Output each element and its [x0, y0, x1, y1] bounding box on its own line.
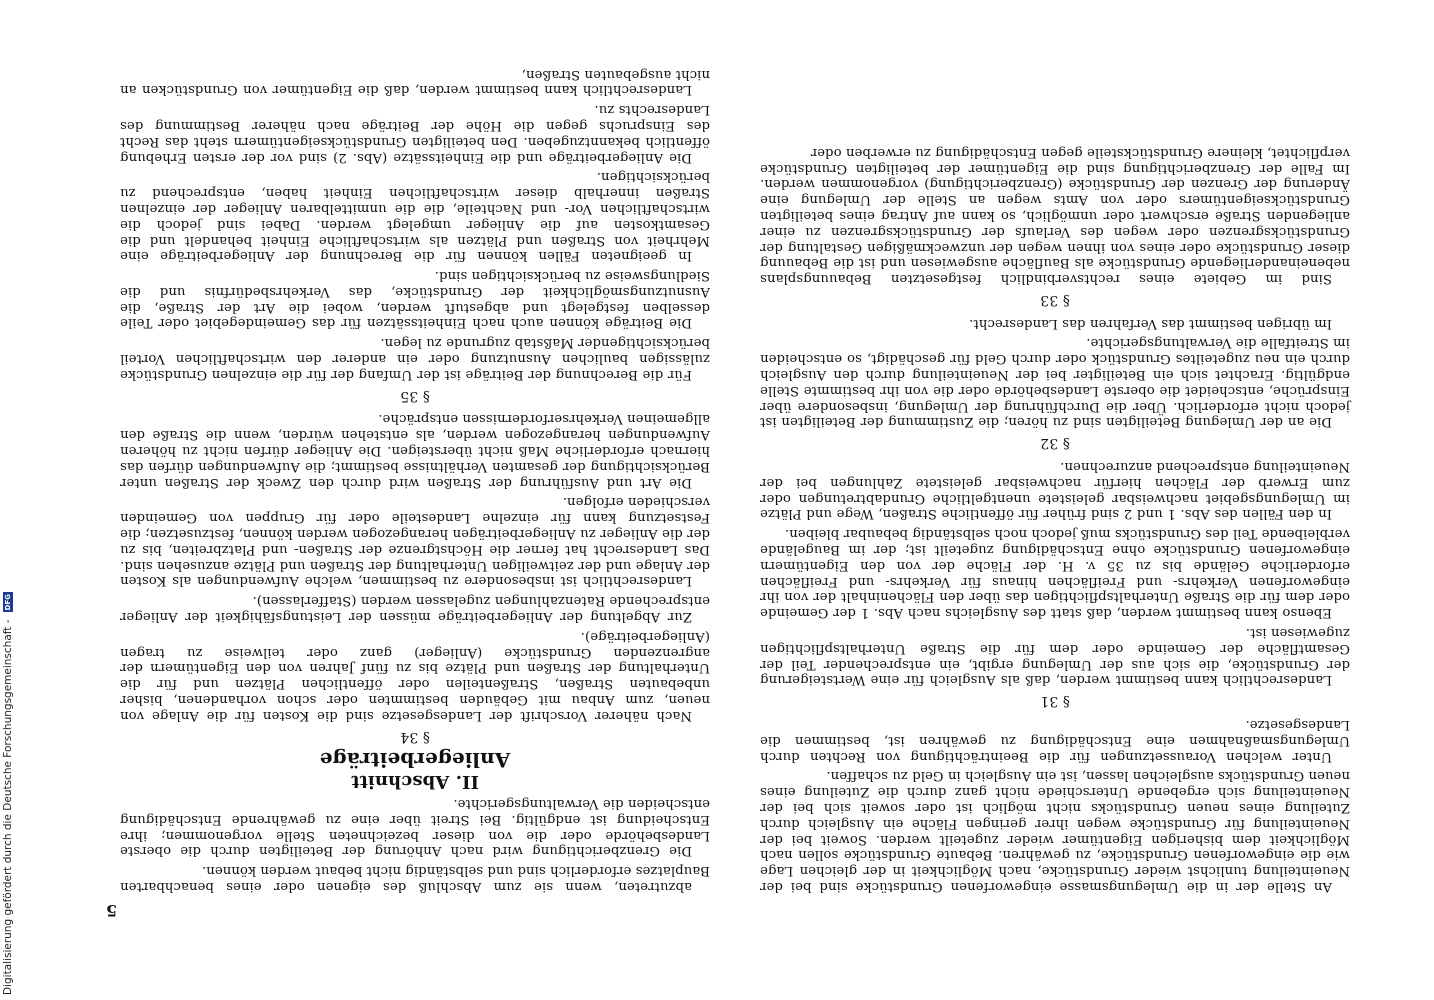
paragraph: Die Anliegerbeiträge und die Einheitssätze (Abs. 2) sind vor der ersten Erhebung öffentlich bekanntzugeben. Den beteiligten Grundstückseigentümern steht das Recht des Einspruchs gegen die Höhe der Beiträge nach näherer Bestimmung des Landesrechts zu.	[120, 102, 710, 165]
section-heading: § 31	[1040, 693, 1070, 710]
paragraph: Die Beiträge können auch nach Einheitssätzen für das Gemeindegebiet oder Teile desselben festgelegt und abgestuft werden, wobei die Art der Straße, die Ausnutzungsmöglichkeit der Grundstücke, das Verkehrsbedürfnis und die Siedlungsweise zu berücksichtigen sind.	[120, 268, 710, 331]
paragraph: Nach näherer Vorschrift der Landesgesetze sind die Kosten für die Anlage von neuen, zum Anbau mit Gebäuden bestimmten oder schon vorhandenen, bisher unbebauten Straßen, Straßenteilen oder öffentlichen Plätzen und für die Unterhaltung der Straßen und Plätze bis zu fünf Jahren von den Eigentümern der angrenzenden Grundstücke (Anlieger) ganz oder teilweise zu tragen (Anliegerbeiträge).	[120, 628, 710, 723]
paragraph: Für die Berechnung der Beiträge ist der Umfang der für die einzelnen Grundstücke zulässigen baulichen Ausnutzung oder ein anderer den wirtschaftlichen Vorteil berücksichtigender Maßstab zugrunde zu legen.	[120, 335, 710, 382]
section-heading: § 34	[400, 728, 430, 745]
paragraph: Die an der Umlegung Beteiligten sind zu hören; die Zustimmung der Beteiligten ist jedoch nicht erforderlich. Über die Durchführung der Umlegung, insbesondere über Einsprüche, entscheidet die oberste Landesbehörde oder die von ihr bestimmte Stelle endgültig. Erachtet sich ein Beteiligter bei der Neueinteilung durch den Ausgleich durch ein neu zugeteiltes Grundstück oder durch Geld für geschädigt, so entscheiden im Streitfalle die Verwaltungsgerichte.	[760, 335, 1350, 430]
paragraph: In geeigneten Fällen können für die Berechnung der Anliegerbeiträge eine Mehrheit von Straßen und Plätzen als wirtschaftliche Einheit behandelt und die Gesamtkosten auf die Anlieger umgelegt werden. Dabei sind jedoch die wirtschaftlichen Vor- und Nachteile, die die unmittelbaren Anlieger der einzelnen Straßen innerhalb dieser wirtschaftlichen Einheit haben, entsprechend zu berücksichtigen.	[120, 169, 710, 264]
paragraph: Sind im Gebiete eines rechtsverbindlich festgesetzten Bebauungsplans nebeneinanderliegende Grundstücke als Baufläche ausgewiesen und ist die Bebauung dieser Grundstücke oder eines von ihnen wegen der unzweckmäßigen Gestaltung der Grundstücksgrenzen oder wegen des Verlaufs der Grundstücksgrenzen zu einer anliegenden Straße erschwert oder unmöglich, so kann auf Antrag eines beteiligten Grundstückseigentümers oder von Amts wegen an Stelle der Umlegung eine Änderung der Grenzen der Grundstücke (Grenzberichtigung) vorgenommen werden. Im Falle der Grenzberichtigung sind die Eigentümer der beteiligten Grundstücke verpflichtet, kleinere Grundstücksteile gegen Entschädigung zu erwerben oder	[760, 144, 1350, 287]
paragraph: In den Fällen des Abs. 1 und 2 sind früher für öffentliche Straßen, Wege und Plätze im Umlegungsgebiet nachweisbar geleistete unentgeltliche Grundabtretungen oder zum Erwerb der Flächen hierfür nachweisbar geleistete Zahlungen bei der Neueinteilung entsprechend anzurechnen.	[760, 459, 1350, 522]
section-heading: § 35	[400, 387, 430, 404]
chapter-title: Anliegerbeiträge	[319, 748, 511, 773]
paragraph: Landesrechtlich kann bestimmt werden, daß als Ausgleich für eine Wertsteigerung der Grundstücke, die sich aus der Umlegung ergibt, ein entsprechender Teil der Gesamtfläche der Gemeinde oder dem für die Straße Unterhaltspflichtigen zugewiesen ist.	[760, 625, 1350, 688]
paragraph: Die Grenzberichtigung wird nach Anhörung der Beteiligten durch die oberste Landesbehörde oder die von dieser bezeichneten Stelle vorgenommen; ihre Entscheidung ist endgültig. Bei Streit über eine zu gewährende Entschädigung entscheiden die Verwaltungsgerichte.	[120, 796, 710, 859]
paragraph: An Stelle der in die Umlegungsmasse eingeworfenen Grundstücke sind bei der Neueinteilung tunlichst wieder Grundstücke, nach Möglichkeit in der gleichen Lage wie die eingeworfenen Grundstücke, zu gewähren. Bebaute Grundstücke sollen nach Möglichkeit dem bisherigen Eigentümer wieder zugeteilt werden. Soweit bei der Neueinteilung für Grundstücke wegen ihrer geringen Fläche ein Ausgleich durch Zuteilung eines neuen Grundstücks nicht möglich ist oder soweit sich bei der Neueinteilung sich ergebende Unterschiede nicht ganz durch die Zuteilung eines neuen Grundstücks ausgleichen lassen, ist ein Ausgleich in Geld zu schaffen.	[760, 768, 1350, 894]
page-number: 5	[106, 901, 118, 920]
right-column	[120, 66, 710, 894]
paragraph: Im übrigen bestimmt das Verfahren das Landesrecht.	[969, 315, 1332, 331]
paragraph: Landesrechtlich kann bestimmt werden, daß die Eigentümer von Grundstücken an nicht ausgebauten Straßen,	[120, 66, 710, 98]
paragraph: Die Art und Ausführung der Straßen wird durch den Zweck der Straßen unter Berücksichtigung der gesamten Verhältnisse bestimmt; die Aufwendungen dürfen das hiernach erforderliche Maß nicht übersteigen. Die Anlieger dürfen nicht zu höheren Aufwendungen herangezogen werden, als entstehen würden, wenn die Straße den allgemeinen Verkehrserfordernissen entspräche.	[120, 411, 710, 490]
paragraph: abzutreten, wenn sie zum Abschluß des eigenen oder eines benachbarten Bauplatzes erforderlich sind und selbständig nicht bebaut werden können.	[120, 863, 710, 894]
paragraph: Unter welchen Voraussetzungen für die Beeinträchtigung von Rechten durch Umlegungsmaßnahmen eine Entschädigung zu gewähren ist, bestimmen die Landesgesetze.	[760, 717, 1350, 764]
paragraph: Landesrechtlich ist insbesondere zu bestimmen, welche Aufwendungen als Kosten der Anlage und der zeitweiligen Unterhaltung der Straßen und Plätze anzusehen sind. Das Landesrecht hat ferner die Höchstgrenze der Straßen- und Platzbreiten, bis zu der die Anlieger zu Anliegerbeiträgen herangezogen werden können, festzusetzen; die Festsetzung kann für einzelne Landesteile oder für Gruppen von Gemeinden verschieden erfolgen.	[120, 494, 710, 589]
section-heading: § 33	[1040, 291, 1070, 308]
paragraph: Ebenso kann bestimmt werden, daß statt des Ausgleichs nach Abs. 1 der Gemeinde oder dem für die Straße Unterhaltspflichtigen das über den Flächeninhalt der von ihr eingeworfenen Verkehrs- und Freiflächen hinaus für Verkehrs- und Freiflächen erforderliche Gelände bis zu 35 v. H. der Fläche der von den Eigentümern eingeworfenen Grundstücke ohne Entschädigung zugeteilt ist; der im Baugelände verbleibende Teil des Grundstücks muß jedoch noch selbständig bebaubar bleiben.	[760, 526, 1350, 621]
section-heading: § 32	[1040, 435, 1070, 452]
left-column	[760, 94, 1350, 894]
chapter-label: II. Abschnitt	[351, 771, 479, 793]
attribution-text: Digitalisierung gefördert durch die Deutsche Forschungsgemeinschaft -	[2, 619, 14, 995]
rotated-text-block	[106, 66, 1350, 920]
paragraph: Zur Abgeltung der Anliegerbeiträge müssen der Leistungsfähigkeit der Anlieger entsprechende Ratenzahlungen zugelassen werden (Stafferlassen).	[120, 593, 710, 625]
digitization-attribution	[2, 575, 16, 995]
dfg-logo: DFG	[4, 593, 12, 611]
